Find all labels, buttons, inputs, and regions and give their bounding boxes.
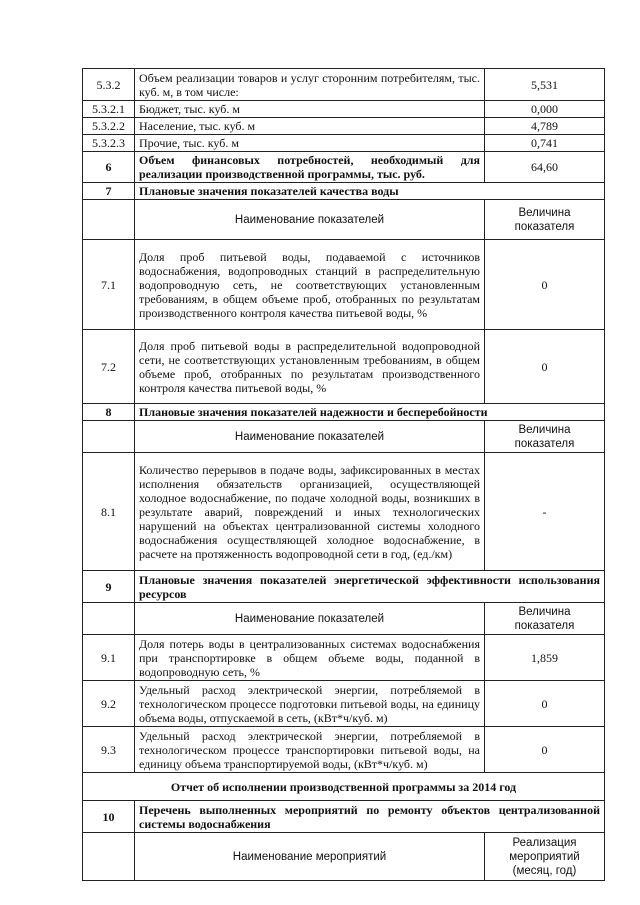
column-header-name: Наименование показателей [135,421,485,453]
column-header-value: Величина показателя [485,421,605,453]
section-header-7 [83,183,605,200]
empty-cell [83,200,135,240]
column-header-name: Наименование мероприятий [135,833,485,881]
table-row [83,152,605,183]
row-text: Прочие, тыс. куб. м [135,135,485,152]
column-header-row [83,421,605,453]
row-text: Доля проб питьевой воды, подаваемой с источников водоснабжения, водопроводных станций в распределительную водопроводную сеть, не соответствующих установленным требованиям, в общем объеме проб, отобранных по результатам производственного контроля качества питьевой воды, % [135,240,485,330]
row-text: Объем финансовых потребностей, необходимый для реализации производственной программы, тыс. руб. [135,152,485,183]
row-value: 0 [485,727,605,773]
row-number: 6 [83,152,135,183]
table-row [83,681,605,727]
row-value: 0 [485,681,605,727]
empty-cell [83,603,135,635]
row-text: Доля проб питьевой воды в распределительной водопроводной сети, не соответствующих установленным требованиям, в общем объеме проб, отобранных по результатам производственного контроля качества питьевой воды, % [135,330,485,404]
row-text: Бюджет, тыс. куб. м [135,101,485,118]
section-number: 9 [83,571,135,603]
row-value: 0,000 [485,101,605,118]
table-row [83,69,605,101]
row-value: - [485,453,605,571]
column-header-name: Наименование показателей [135,603,485,635]
row-number: 5.3.2.3 [83,135,135,152]
row-value: 1,859 [485,635,605,681]
row-value: 0 [485,240,605,330]
table-row [83,118,605,135]
section-title: Плановые значения показателей качества воды [135,183,605,200]
row-number: 5.3.2.1 [83,101,135,118]
row-value: 4,789 [485,118,605,135]
empty-cell [83,421,135,453]
column-header-value: Реализация мероприятий (месяц, год) [485,833,605,881]
column-header-row [83,833,605,881]
column-header-row [83,603,605,635]
row-value: 5,531 [485,69,605,101]
section-header-10 [83,801,605,833]
section-number: 7 [83,183,135,200]
section-number: 8 [83,404,135,421]
row-value: 64,60 [485,152,605,183]
section-title: Плановые значения показателей энергетической эффективности использования ресурсов [135,571,605,603]
row-number: 9.1 [83,635,135,681]
report-title-row [83,773,605,801]
program-table [82,68,605,881]
table-row [83,135,605,152]
section-header-8 [83,404,605,421]
row-value: 0 [485,330,605,404]
row-number: 7.2 [83,330,135,404]
row-number: 5.3.2.2 [83,118,135,135]
row-text: Удельный расход электрической энергии, потребляемой в технологическом процессе транспортировки питьевой воды, на единицу объема транспортируемой воды, (кВт*ч/куб. м) [135,727,485,773]
row-text: Количество перерывов в подаче воды, зафиксированных в местах исполнения обязательств организацией, осуществляющей холодное водоснабжение, по подаче холодной воды, возникших в результате аварий, повреждений и иных технологических нарушений на объектах централизованной системы холодного водоснабжения осуществляющей холодное водоснабжение, в расчете на протяженность водопроводной сети в год, (ед./км) [135,453,485,571]
row-text: Доля потерь воды в централизованных системах водоснабжения при транспортировке в общем объеме воды, поданной в водопроводную сеть, % [135,635,485,681]
row-number: 5.3.2 [83,69,135,101]
row-text: Удельный расход электрической энергии, потребляемой в технологическом процессе подготовки питьевой воды, на единицу объема воды, отпускаемой в сеть, (кВт*ч/куб. м) [135,681,485,727]
table-row [83,727,605,773]
row-number: 9.2 [83,681,135,727]
table-row [83,101,605,118]
column-header-row [83,200,605,240]
row-number: 9.3 [83,727,135,773]
column-header-name: Наименование показателей [135,200,485,240]
report-title: Отчет об исполнении производственной программы за 2014 год [83,773,605,801]
row-number: 7.1 [83,240,135,330]
empty-cell [83,833,135,881]
table-row [83,635,605,681]
table-row [83,240,605,330]
section-header-9 [83,571,605,603]
section-number: 10 [83,801,135,833]
row-number: 8.1 [83,453,135,571]
column-header-value: Величина показателя [485,200,605,240]
table-row [83,453,605,571]
table-row [83,330,605,404]
row-value: 0,741 [485,135,605,152]
section-title: Перечень выполненных мероприятий по ремонту объектов централизованной системы водоснабжения [135,801,605,833]
section-title: Плановые значения показателей надежности и бесперебойности [135,404,605,421]
row-text: Население, тыс. куб. м [135,118,485,135]
row-text: Объем реализации товаров и услуг сторонним потребителям, тыс. куб. м, в том числе: [135,69,485,101]
column-header-value: Величина показателя [485,603,605,635]
